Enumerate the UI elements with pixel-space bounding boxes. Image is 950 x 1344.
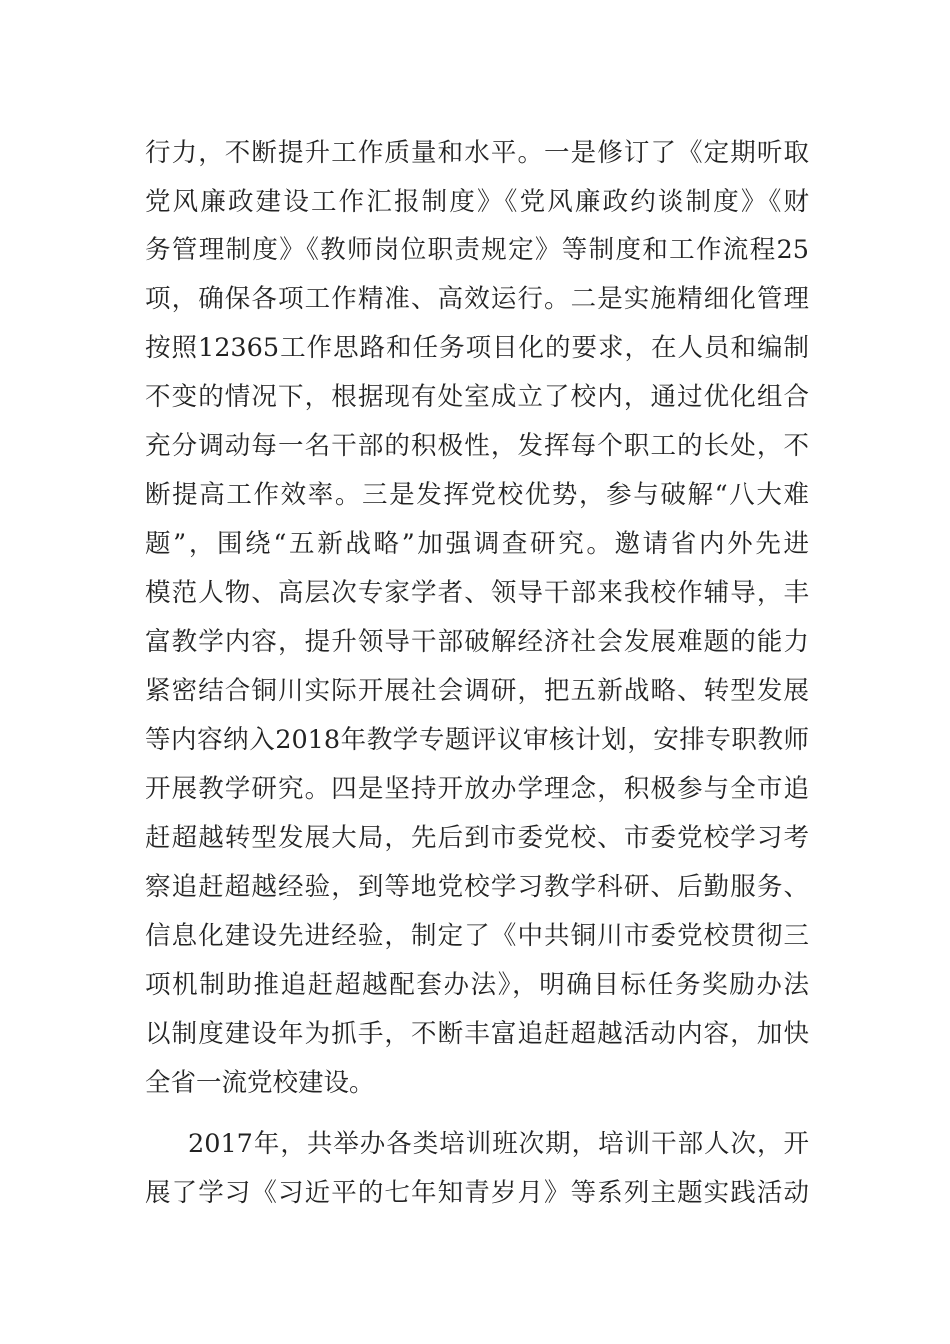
paragraph-line: 以制度建设年为抓手，不断丰富追赶超越活动内容，加快 xyxy=(145,1019,809,1049)
paragraph-line: 项机制助推追赶超越配套办法》，明确目标任务奖励办法 xyxy=(145,970,809,1000)
paragraph-line: 察追赶超越经验，到等地党校学习教学科研、后勤服务、 xyxy=(145,872,809,902)
paragraph-line: 展了学习《习近平的七年知青岁月》等系列主题实践活动 xyxy=(145,1178,809,1208)
paragraph-line: 紧密结合铜川实际开展社会调研，把五新战略、转型发展 xyxy=(145,676,809,706)
paragraph-line: 全省一流党校建设。 xyxy=(145,1068,375,1098)
paragraph-line: 行力，不断提升工作质量和水平。一是修订了《定期听取 xyxy=(145,138,809,168)
paragraph-line: 按照12365工作思路和任务项目化的要求，在人员和编制 xyxy=(145,333,809,363)
paragraph-line: 题”，围绕“五新战略”加强调查研究。邀请省内外先进 xyxy=(145,529,809,559)
paragraph-line: 模范人物、高层次专家学者、领导干部来我校作辅导，丰 xyxy=(145,578,809,608)
paragraph-line: 信息化建设先进经验，制定了《中共铜川市委党校贯彻三 xyxy=(145,921,809,951)
paragraph-line: 2017年，共举办各类培训班次期，培训干部人次，开 xyxy=(188,1129,809,1159)
paragraph-line: 富教学内容，提升领导干部破解经济社会发展难题的能力 xyxy=(145,627,809,657)
paragraph-line: 充分调动每一名干部的积极性，发挥每个职工的长处，不 xyxy=(145,431,809,461)
paragraph-line: 开展教学研究。四是坚持开放办学理念，积极参与全市追 xyxy=(145,774,809,804)
paragraph-line: 断提高工作效率。三是发挥党校优势，参与破解“八大难 xyxy=(145,480,809,510)
paragraph-line: 党风廉政建设工作汇报制度》《党风廉政约谈制度》《财 xyxy=(145,187,809,217)
paragraph-line: 赶超越转型发展大局，先后到市委党校、市委党校学习考 xyxy=(145,823,809,853)
paragraph-line: 项，确保各项工作精准、高效运行。二是实施精细化管理 xyxy=(145,284,809,314)
paragraph-line: 不变的情况下，根据现有处室成立了校内，通过优化组合 xyxy=(145,382,809,412)
paragraph-line: 等内容纳入2018年教学专题评议审核计划，安排专职教师 xyxy=(145,725,809,755)
paragraph-line: 务管理制度》《教师岗位职责规定》等制度和工作流程25 xyxy=(145,235,809,265)
